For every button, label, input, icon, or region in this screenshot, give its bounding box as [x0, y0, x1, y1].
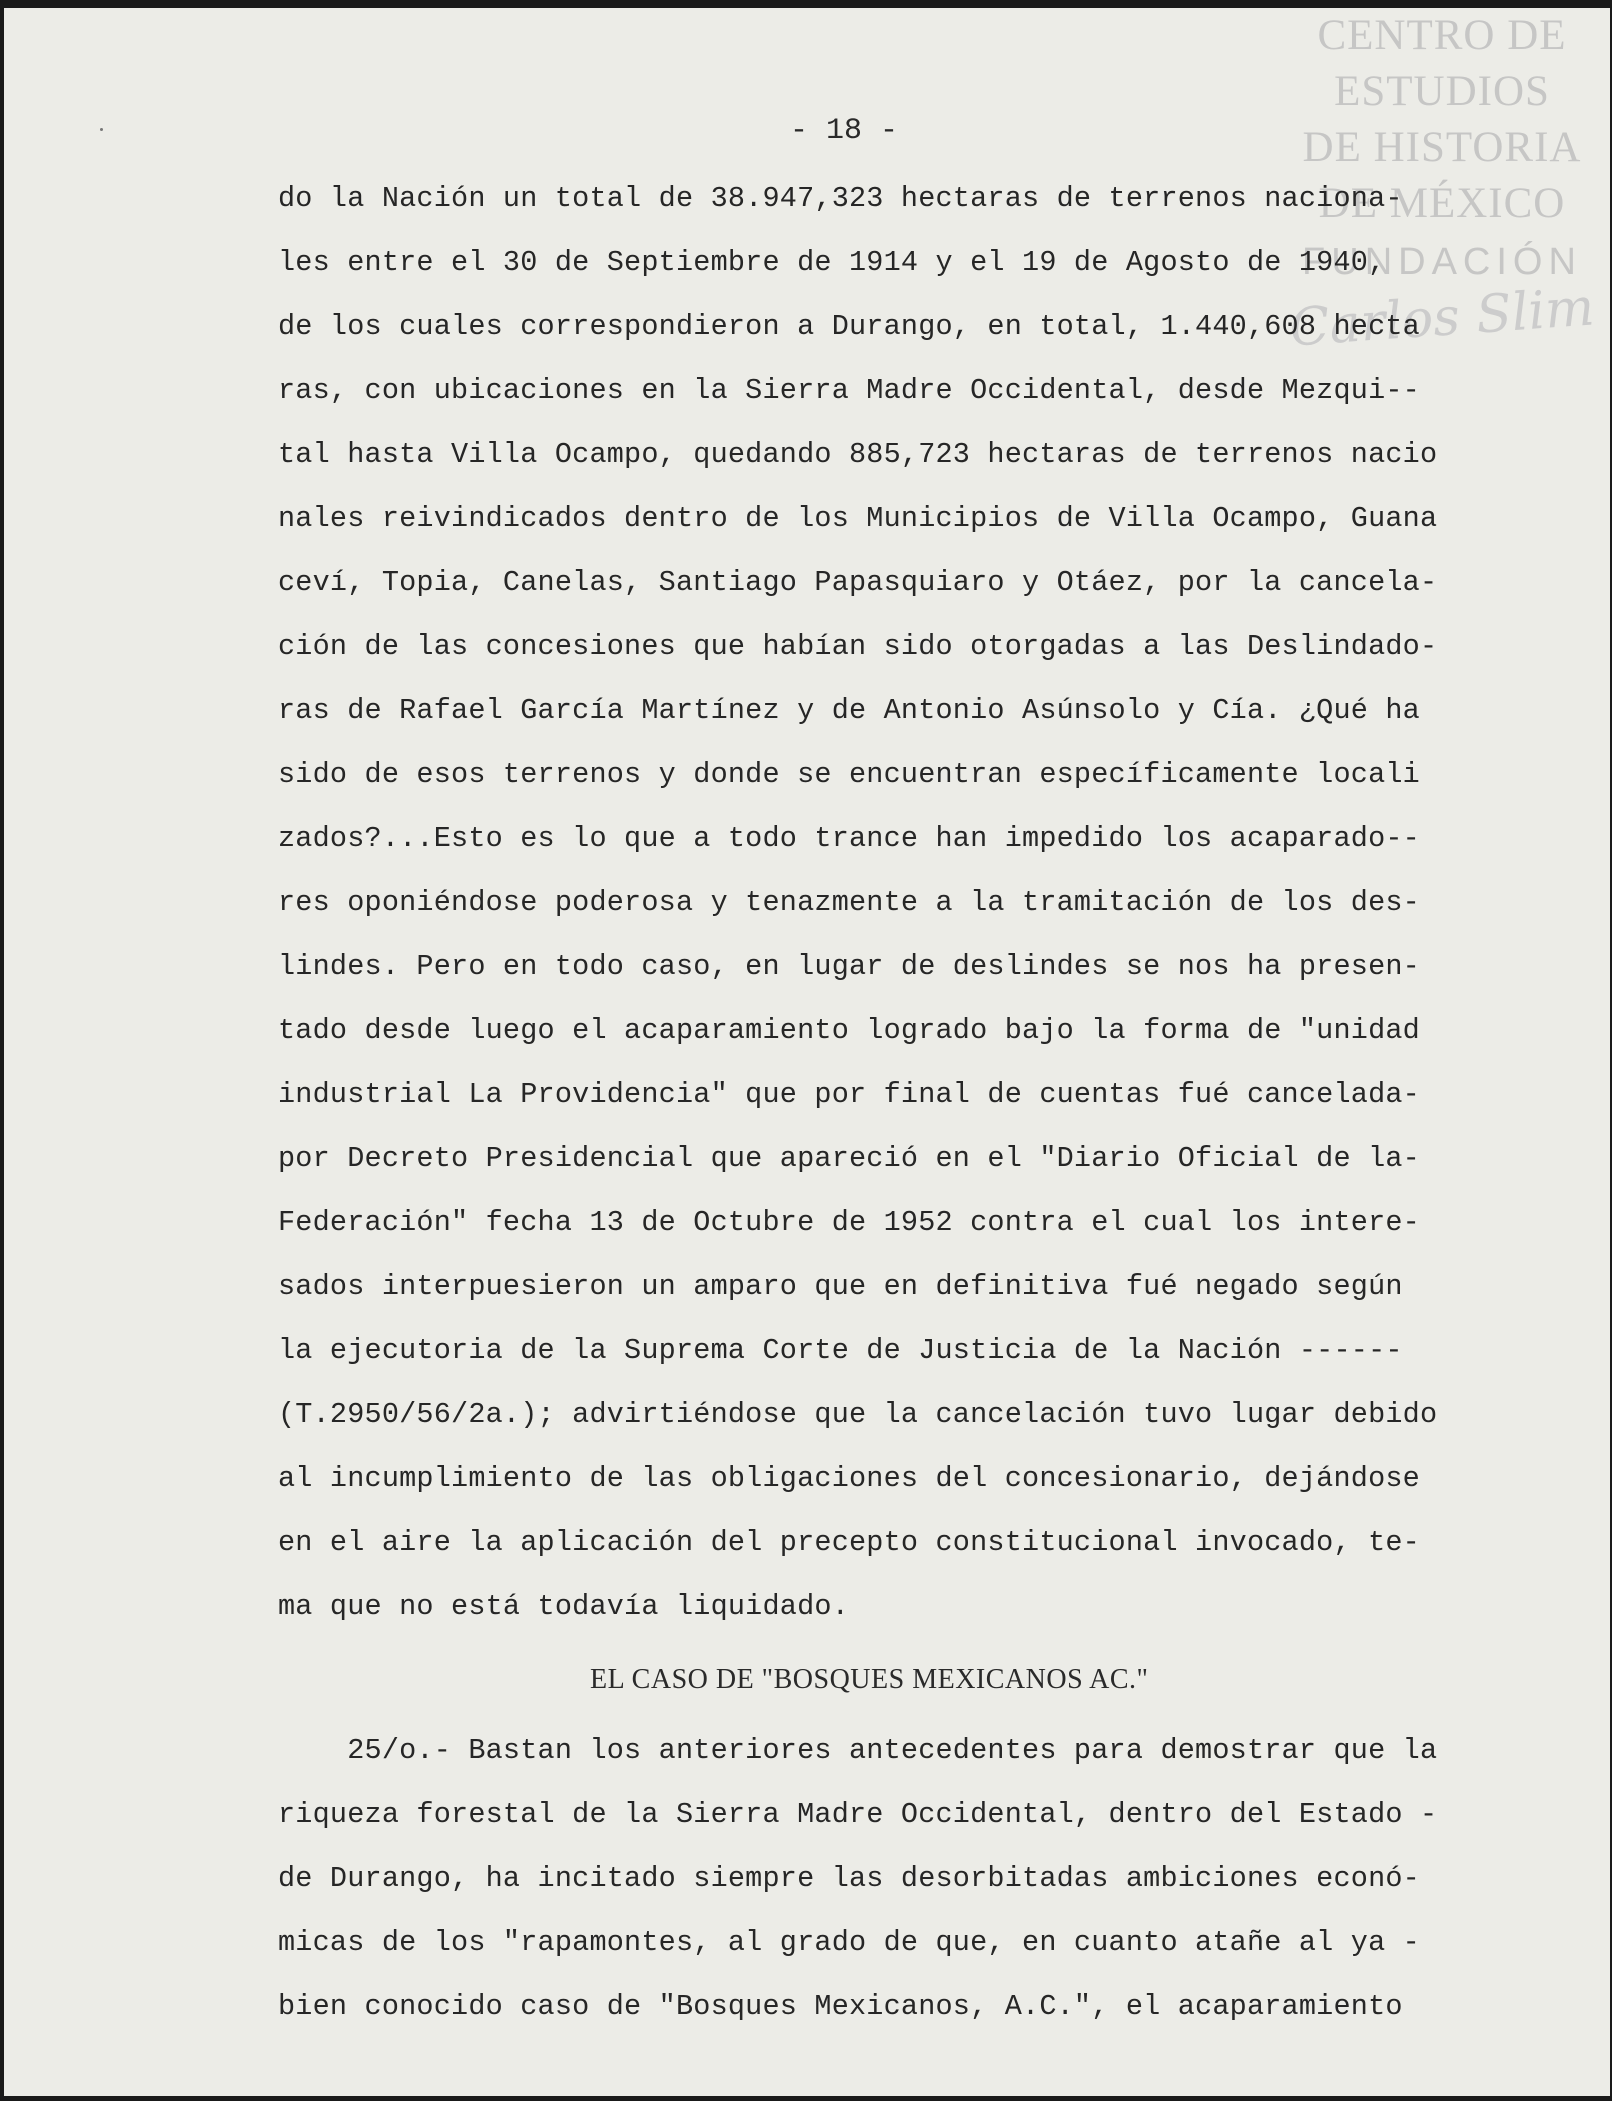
watermark-signature: Carlos Slim	[1287, 277, 1597, 359]
text-line: micas de los "rapamontes, al grado de que, en cuanto atañe al ya -	[278, 1926, 1420, 1959]
text-line: Federación" fecha 13 de Octubre de 1952 contra el cual los intere-	[278, 1206, 1420, 1239]
text-line: tado desde luego el acaparamiento logrado bajo la forma de "unidad	[278, 1014, 1420, 1047]
text-line: nales reivindicados dentro de los Municipios de Villa Ocampo, Guana	[278, 502, 1438, 535]
paper-speck	[100, 128, 103, 131]
document-page	[4, 8, 1610, 2096]
section-heading: EL CASO DE "BOSQUES MEXICANOS AC."	[590, 1664, 1149, 1695]
text-line: la ejecutoria de la Suprema Corte de Justicia de la Nación ------	[278, 1334, 1403, 1367]
text-line: ras de Rafael García Martínez y de Antonio Asúnsolo y Cía. ¿Qué ha	[278, 694, 1420, 727]
watermark-line: CENTRO DE	[1317, 12, 1567, 59]
watermark-line: DE MÉXICO	[1318, 180, 1566, 227]
text-line: do la Nación un total de 38.947,323 hectaras de terrenos naciona-	[278, 182, 1403, 215]
text-line: riqueza forestal de la Sierra Madre Occidental, dentro del Estado -	[278, 1798, 1438, 1831]
text-line: tal hasta Villa Ocampo, quedando 885,723 hectaras de terrenos nacio	[278, 438, 1438, 471]
text-line: industrial La Providencia" que por final de cuentas fué cancelada-	[278, 1078, 1420, 1111]
watermark-line: DE HISTORIA	[1302, 124, 1582, 171]
text-line: por Decreto Presidencial que apareció en el "Diario Oficial de la-	[278, 1142, 1420, 1175]
text-line: les entre el 30 de Septiembre de 1914 y el 19 de Agosto de 1940,	[278, 246, 1386, 279]
text-line: en el aire la aplicación del precepto constitucional invocado, te-	[278, 1526, 1420, 1559]
text-line: ma que no está todavía liquidado.	[278, 1590, 849, 1623]
text-line: ras, con ubicaciones en la Sierra Madre Occidental, desde Mezqui--	[278, 374, 1420, 407]
text-line: (T.2950/56/2a.); advirtiéndose que la cancelación tuvo lugar debido	[278, 1398, 1438, 1431]
text-line: sido de esos terrenos y donde se encuentran específicamente locali	[278, 758, 1420, 791]
text-line: sados interpuesieron un amparo que en definitiva fué negado según	[278, 1270, 1403, 1303]
text-line: bien conocido caso de "Bosques Mexicanos, A.C.", el acaparamiento	[278, 1990, 1403, 2023]
watermark-fundacion: FUNDACIÓN	[1302, 241, 1582, 283]
text-line: zados?...Esto es lo que a todo trance han impedido los acaparado--	[278, 822, 1420, 855]
text-line: 25/o.- Bastan los anteriores antecedentes para demostrar que la	[278, 1734, 1438, 1767]
text-line: de los cuales correspondieron a Durango, en total, 1.440,608 hecta	[278, 310, 1420, 343]
text-line: de Durango, ha incitado siempre las desorbitadas ambiciones econó-	[278, 1862, 1420, 1895]
watermark-line: ESTUDIOS	[1334, 68, 1550, 115]
text-line: res oponiéndose poderosa y tenazmente a la tramitación de los des-	[278, 886, 1420, 919]
text-line: al incumplimiento de las obligaciones del concesionario, dejándose	[278, 1462, 1420, 1495]
text-line: ción de las concesiones que habían sido otorgadas a las Deslindado-	[278, 630, 1438, 663]
text-line: ceví, Topia, Canelas, Santiago Papasquiaro y Otáez, por la cancela-	[278, 566, 1438, 599]
text-line: lindes. Pero en todo caso, en lugar de deslindes se nos ha presen-	[278, 950, 1420, 983]
page-number: - 18 -	[790, 114, 899, 148]
